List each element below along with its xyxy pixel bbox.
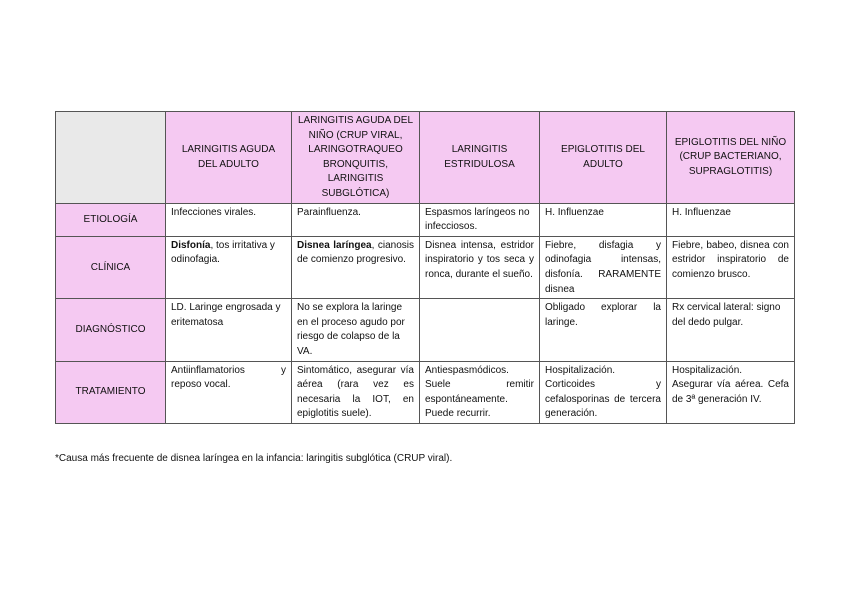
table-cell: Infecciones virales. bbox=[166, 203, 292, 236]
table-cell: Espasmos laríngeos no infecciosos. bbox=[420, 203, 540, 236]
row-label: CLÍNICA bbox=[56, 236, 166, 298]
table-cell: Parainfluenza. bbox=[292, 203, 420, 236]
table-header-row bbox=[56, 112, 795, 204]
cell-line: Asegurar vía aérea. Cefa de 3ª generación IV. bbox=[672, 379, 789, 405]
table-cell bbox=[420, 299, 540, 361]
table-cell: Obligado explorar la laringe. bbox=[540, 299, 667, 361]
table-cell: Rx cervical lateral: signo del dedo pulgar. bbox=[667, 299, 795, 361]
table-cell bbox=[667, 361, 795, 423]
table-cell bbox=[166, 236, 292, 298]
table-row-diagnostico bbox=[56, 299, 795, 361]
table-cell: H. Influenzae bbox=[667, 203, 795, 236]
header-laringitis-aguda-nino: LARINGITIS AGUDA DEL NIÑO (CRUP VIRAL, LARINGOTRAQUEO BRONQUITIS, LARINGITIS SUBGLÓTICA) bbox=[292, 112, 420, 204]
cell-line: Hospitalización. bbox=[672, 364, 743, 376]
row-label: ETIOLOGÍA bbox=[56, 203, 166, 236]
table-row-tratamiento bbox=[56, 361, 795, 423]
table-cell: Fiebre, babeo, disnea con estridor inspiratorio de comienzo brusco. bbox=[667, 236, 795, 298]
table-cell bbox=[540, 361, 667, 423]
table-cell bbox=[420, 361, 540, 423]
cell-text: , tos irritativa y odinofagia. bbox=[171, 239, 275, 266]
header-laringitis-aguda-adulto: LARINGITIS AGUDA DEL ADULTO bbox=[166, 112, 292, 204]
header-epiglotitis-nino: EPIGLOTITIS DEL NIÑO (CRUP BACTERIANO, SUPRAGLOTITIS) bbox=[667, 112, 795, 204]
bold-term: Disnea laríngea bbox=[297, 239, 372, 251]
comparison-table bbox=[55, 111, 795, 424]
bold-term: Disfonía bbox=[171, 239, 211, 251]
table-cell: Disnea intensa, estridor inspiratorio y tos seca y ronca, durante el sueño. bbox=[420, 236, 540, 298]
cell-line: Antiespasmódicos. bbox=[425, 364, 509, 376]
table-cell: H. Influenzae bbox=[540, 203, 667, 236]
table-cell: Sintomático, asegurar vía aérea (rara vez es necesaria la IOT, en epiglotitis suele). bbox=[292, 361, 420, 423]
table-row-etiologia bbox=[56, 203, 795, 236]
footnote: *Causa más frecuente de disnea laríngea en la infancia: laringitis subglótica (CRUP viral). bbox=[55, 453, 453, 464]
table-cell: Antiinflamatorios y reposo vocal. bbox=[166, 361, 292, 423]
table-row-clinica bbox=[56, 236, 795, 298]
header-laringitis-estridulosa: LARINGITIS ESTRIDULOSA bbox=[420, 112, 540, 204]
cell-text: , cianosis de comienzo progresivo. bbox=[297, 239, 415, 266]
table-cell: LD. Laringe engrosada y eritematosa bbox=[166, 299, 292, 361]
row-label: TRATAMIENTO bbox=[56, 361, 166, 423]
table-cell bbox=[292, 236, 420, 298]
corner-cell bbox=[56, 112, 166, 204]
cell-line: Puede recurrir. bbox=[425, 408, 491, 420]
table-cell: No se explora la laringe en el proceso agudo por riesgo de colapso de la VA. bbox=[292, 299, 420, 361]
header-epiglotitis-adulto: EPIGLOTITIS DEL ADULTO bbox=[540, 112, 667, 204]
table-cell: Fiebre, disfagia y odinofagia intensas, disfonía. RARAMENTE disnea bbox=[540, 236, 667, 298]
cell-line: Corticoides y cefalosporinas de tercera generación. bbox=[545, 379, 661, 420]
row-label: DIAGNÓSTICO bbox=[56, 299, 166, 361]
cell-line: Hospitalización. bbox=[545, 364, 616, 376]
cell-line: Suele remitir espontáneamente. bbox=[425, 379, 534, 405]
